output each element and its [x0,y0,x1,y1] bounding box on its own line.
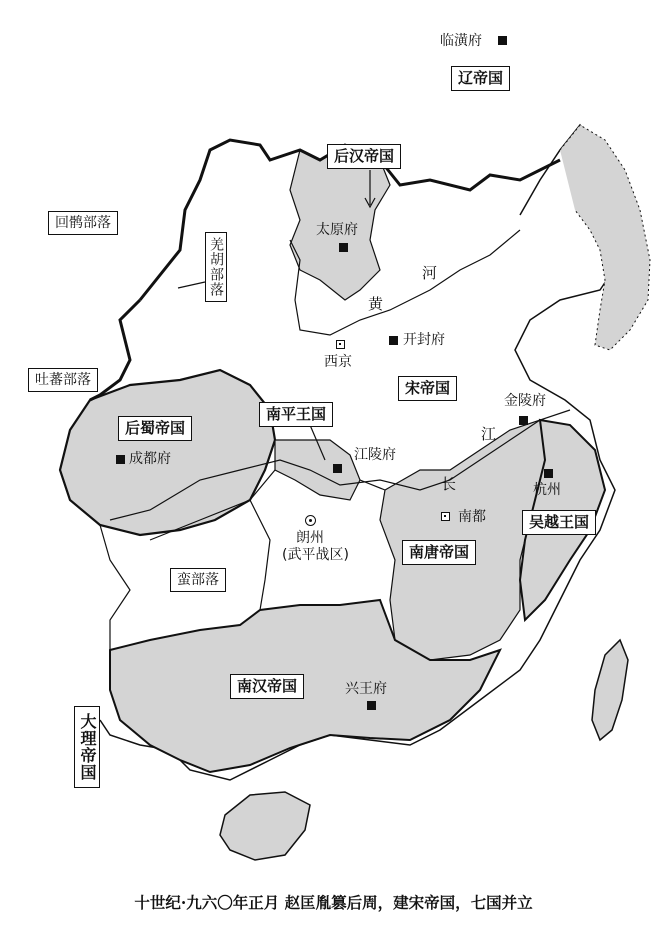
city-nandu: 南都 [458,509,486,525]
label-song: 宋帝国 [398,376,457,401]
marker-xijing [336,340,345,349]
label-qiang-hu: 羌胡部落 [205,232,227,302]
label-southern-han: 南汉帝国 [230,674,304,699]
city-langzhou-note: (武平战区) [282,547,349,563]
city-xijing: 西京 [324,354,352,370]
city-langzhou: 朗州 [296,530,324,546]
label-southern-tang: 南唐帝国 [402,540,476,565]
city-hangzhou: 杭州 [533,482,561,498]
marker-taiyuan [339,243,348,252]
label-liao: 辽帝国 [451,66,510,91]
river-label-chang: 长 [441,475,457,493]
marker-nandu [441,512,450,521]
label-later-han: 后汉帝国 [327,144,401,169]
marker-hangzhou [544,469,553,478]
marker-linhuang [498,36,507,45]
river-label-he: 河 [422,264,438,282]
label-man: 蛮部落 [170,568,226,592]
label-wuyue: 吴越王国 [522,510,596,535]
city-xingwang: 兴王府 [345,681,387,697]
city-linhuang: 临潢府 [440,33,482,49]
city-chengdu: 成都府 [129,451,171,467]
map-caption: 十世纪·九六〇年正月 赵匡胤篡后周，建宋帝国，七国并立 [134,893,533,912]
marker-langzhou [305,515,316,526]
label-nanping: 南平王国 [259,402,333,427]
label-later-shu: 后蜀帝国 [118,416,192,441]
marker-kaifeng [389,336,398,345]
label-tubo: 吐蕃部落 [28,368,98,392]
marker-chengdu [116,455,125,464]
city-jinling: 金陵府 [504,393,546,409]
city-kaifeng: 开封府 [403,332,445,348]
city-taiyuan: 太原府 [316,222,358,238]
label-dali: 大理帝国 [74,706,100,788]
city-jiangling: 江陵府 [354,447,396,463]
marker-jinling [519,416,528,425]
river-label-jiang: 江 [481,425,497,443]
marker-jiangling [333,464,342,473]
river-label-huang: 黄 [368,295,384,313]
label-uighur: 回鹘部落 [48,211,118,235]
marker-xingwang [367,701,376,710]
